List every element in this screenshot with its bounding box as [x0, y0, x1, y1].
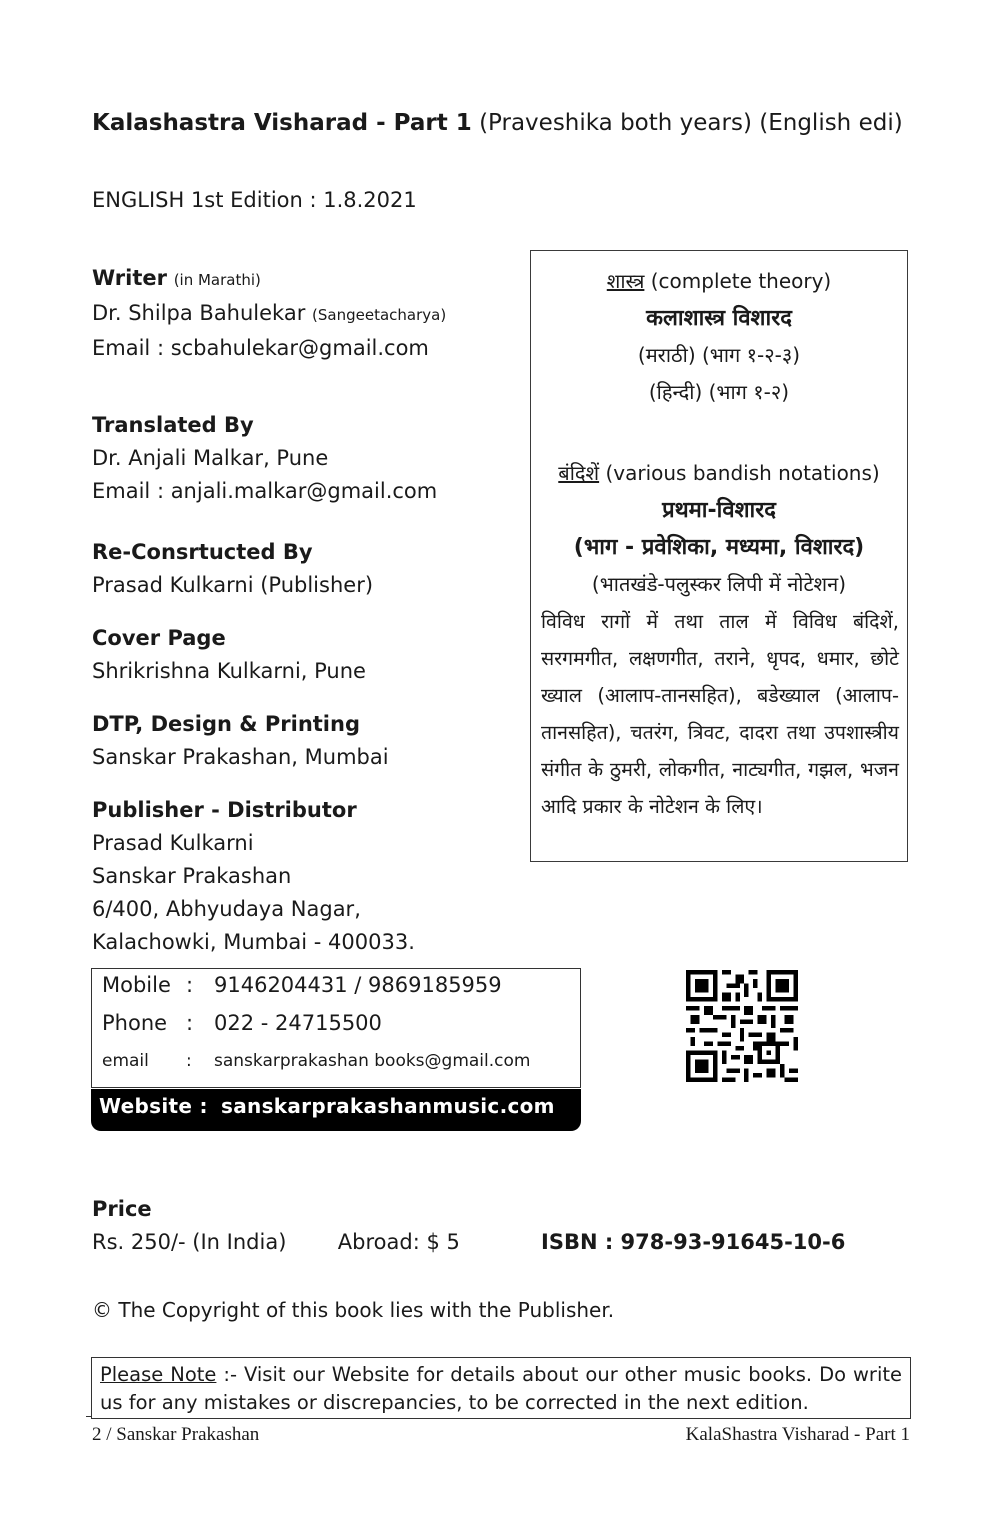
book-title	[92, 110, 903, 136]
note-text: :- Visit our Website for details about our other music books. Do write us for any mistakes or discrepancies, to be corrected in the next edition.	[100, 1363, 903, 1414]
website-link[interactable]: sanskarprakashanmusic.com	[221, 1094, 555, 1118]
bandish-script: (भातखंडे-पलुस्कर लिपी में नोटेशन)	[591, 572, 847, 596]
publisher-line: Kalachowki, Mumbai - 400033.	[92, 930, 415, 954]
bandish-note: (various bandish notations)	[605, 461, 880, 485]
mobile-row	[102, 973, 502, 997]
qr-code-icon[interactable]	[686, 970, 798, 1082]
book-title-main: Kalashastra Visharad - Part 1	[92, 110, 472, 136]
translator-name: Dr. Anjali Malkar, Pune	[92, 446, 329, 470]
mobile-value: 9146204431 / 9869185959	[214, 973, 502, 997]
price-abroad: Abroad: $ 5	[337, 1230, 460, 1254]
publisher-line: Sanskar Prakashan	[92, 864, 292, 888]
note-label: Please Note	[100, 1363, 217, 1386]
copyright-notice: © The Copyright of this book lies with the Publisher.	[92, 1298, 615, 1322]
separator: :	[186, 1011, 194, 1035]
publisher-line: Prasad Kulkarni	[92, 831, 254, 855]
publisher-heading: Publisher - Distributor	[92, 798, 357, 822]
reconstructed-name: Prasad Kulkarni (Publisher)	[92, 573, 374, 597]
separator: :	[186, 973, 194, 997]
related-books-box	[530, 250, 908, 862]
writer-heading: Writer	[92, 266, 167, 290]
reconstructed-block	[92, 536, 522, 602]
price-row	[92, 1230, 460, 1254]
dtp-name: Sanskar Prakashan, Mumbai	[92, 745, 389, 769]
reconstructed-heading: Re-Consrtucted By	[92, 540, 313, 564]
shastra-label: शास्त्र	[606, 269, 645, 293]
phone-label: Phone	[102, 1011, 168, 1035]
credits-column	[92, 262, 522, 979]
mobile-label: Mobile	[102, 973, 171, 997]
marathi-parts: (मराठी) (भाग १-२-३)	[637, 343, 801, 367]
bandish-title: प्रथमा-विशारद	[662, 498, 776, 523]
price-heading: Price	[92, 1197, 152, 1221]
cover-name: Shrikrishna Kulkarni, Pune	[92, 659, 366, 683]
phone-row	[102, 1011, 382, 1035]
website-label: Website :	[99, 1094, 208, 1118]
divider	[86, 1416, 91, 1417]
footer-page-number: 2 / Sanskar Prakashan	[92, 1424, 260, 1445]
writer-title: (Sangeetacharya)	[312, 306, 447, 324]
email-label: email	[102, 1051, 149, 1071]
contact-box	[91, 968, 581, 1088]
website-bar	[91, 1089, 581, 1131]
shastra-note: (complete theory)	[650, 269, 832, 293]
writer-block	[92, 262, 522, 365]
shastra-title: कलाशास्त्र विशारद	[646, 306, 792, 331]
hindi-parts: (हिन्दी) (भाग १-२)	[648, 380, 790, 404]
phone-value: 022 - 24715500	[214, 1011, 382, 1035]
writer-email: Email : scbahulekar@gmail.com	[92, 336, 429, 360]
edition-line: ENGLISH 1st Edition : 1.8.2021	[92, 188, 417, 212]
bandish-label: बंदिशें	[558, 461, 600, 485]
book-title-subtitle: (Praveshika both years) (English edi)	[479, 110, 903, 136]
translator-block	[92, 409, 522, 508]
translator-email: Email : anjali.malkar@gmail.com	[92, 479, 438, 503]
isbn: ISBN : 978-93-91645-10-6	[541, 1230, 846, 1254]
price-india: Rs. 250/- (In India)	[92, 1230, 287, 1254]
publisher-block	[92, 794, 522, 959]
dtp-heading: DTP, Design & Printing	[92, 712, 360, 736]
email-value[interactable]: sanskarprakashan books@gmail.com	[214, 1051, 531, 1071]
footer-book-title: KalaShastra Visharad - Part 1	[685, 1424, 910, 1445]
publisher-line: 6/400, Abhyudaya Nagar,	[92, 897, 361, 921]
writer-name: Dr. Shilpa Bahulekar	[92, 301, 306, 325]
email-row	[102, 1051, 530, 1071]
writer-heading-note: (in Marathi)	[173, 271, 261, 289]
bandish-parts: (भाग - प्रवेशिका, मध्यमा, विशारद)	[573, 535, 865, 560]
cover-heading: Cover Page	[92, 626, 226, 650]
bandish-description: विविध रागों में तथा ताल में विविध बंदिशें, सरगमगीत, लक्षणगीत, तराने, धृपद, धमार, छोटे ख्याल (आलाप-तानसहित), बडेख्याल (आलाप-तानसहित), चतरंग, त्रिवट, दादरा तथा उपशास्त्रीय संगीत के ठुमरी, लोकगीत, नाट्यगीत, गझल, भजन आदि प्रकार के नोटेशन के लिए।	[541, 610, 899, 818]
please-note-box	[91, 1357, 911, 1419]
separator: :	[186, 1051, 192, 1071]
dtp-block	[92, 708, 522, 774]
translator-heading: Translated By	[92, 413, 254, 437]
cover-block	[92, 622, 522, 688]
